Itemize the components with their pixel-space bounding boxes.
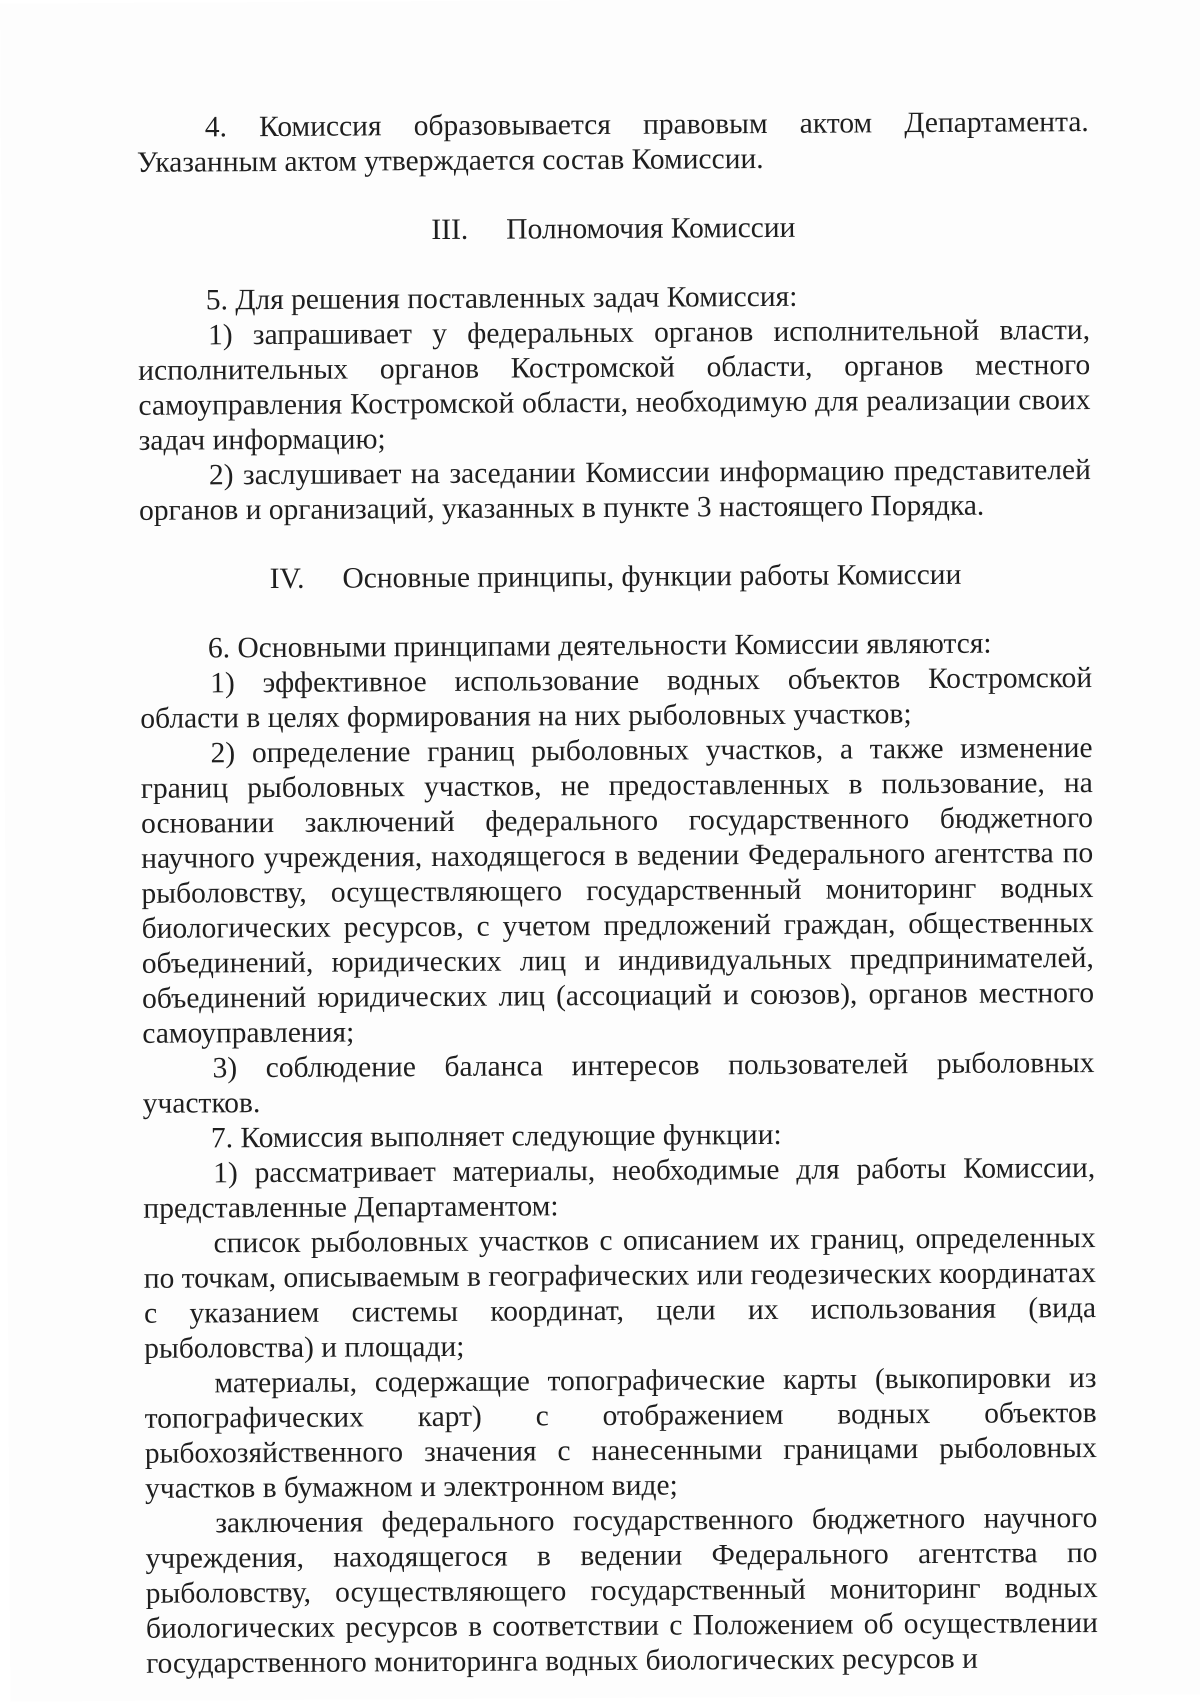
paragraph-5: 5. Для решения поставленных задач Комиссия: [205, 280, 798, 317]
paragraph-5-item-2: 2) заслушивает на заседании Комиссии информацию представителей органов и организаций, указанных в пункте 3 настоящего Порядка. [139, 454, 1091, 527]
section-number: III. [431, 213, 469, 247]
paragraph-6-item-3: 3) соблюдение баланса интересов пользователей рыболовных участков. [142, 1046, 1095, 1120]
section-number: IV. [269, 562, 305, 596]
section-title: Полномочия Комиссии [506, 211, 796, 246]
paragraph-5-item-1: 1) запрашивает у федеральных органов исполнительной власти, исполнительных органов Костромской области, органов местного самоуправления Костромской области, необходимую для реализации своих задач информацию; [138, 314, 1091, 457]
section-heading-3 [137, 209, 1089, 250]
paragraph-6-item-1: 1) эффективное использование водных объектов Костромской области в целях формирования на них рыболовных участков; [140, 662, 1093, 735]
paragraph-7-item-1: 1) рассматривает материалы, необходимые для работы Комиссии, представленные Департаментом: [143, 1151, 1096, 1225]
paragraph-6-item-2: 2) определение границ рыболовных участков, а также изменение границ рыболовных участков, не предоставленных в пользование, на основании заключений федерального государственного бюджетного научного учреждения, находящегося в ведении Федерального агентства по рыболовству, осуществляющего государственный мониторинг водных биологических ресурсов, с учетом предложений граждан, общественных объединений, юридических лиц и индивидуальных предпринимателей, объединений юридических лиц (ассоциаций и союзов), органов местного самоуправления; [140, 732, 1095, 1050]
section-title: Основные принципы, функции работы Комиссии [342, 558, 962, 595]
paragraph-7: 7. Комиссия выполняет следующие функции: [210, 1118, 782, 1155]
paragraph-7-subitem-maps: материалы, содержащие топографические карты (выкопировки из топографических карт) с отображением водных объектов рыбохозяйственного значения с нанесенными границами рыболовных участков в бумажном и электронном виде; [144, 1361, 1097, 1505]
paragraph-7-subitem-list: список рыболовных участков с описанием их границ, определенных по точкам, описываемым в географических или геодезических координатах с указанием системы координат, цели их использования (вида рыболовства) и площади; [143, 1221, 1097, 1365]
paragraph-4: 4. Комиссия образовывается правовым актом Департамента. Указанным актом утверждается состав Комиссии. [136, 106, 1089, 179]
paragraph-7-subitem-conclusions: заключения федерального государственного бюджетного научного учреждения, находящегося в ведении Федерального агентства по рыболовству, осуществляющего государственный мониторинг водных биологических ресурсов в соответствии с Положением об осуществлении государственного мониторинга водных биологических ресурсов и [145, 1501, 1099, 1680]
section-heading-4 [139, 557, 1091, 598]
paragraph-6: 6. Основными принципами деятельности Комиссии являются: [207, 627, 992, 665]
